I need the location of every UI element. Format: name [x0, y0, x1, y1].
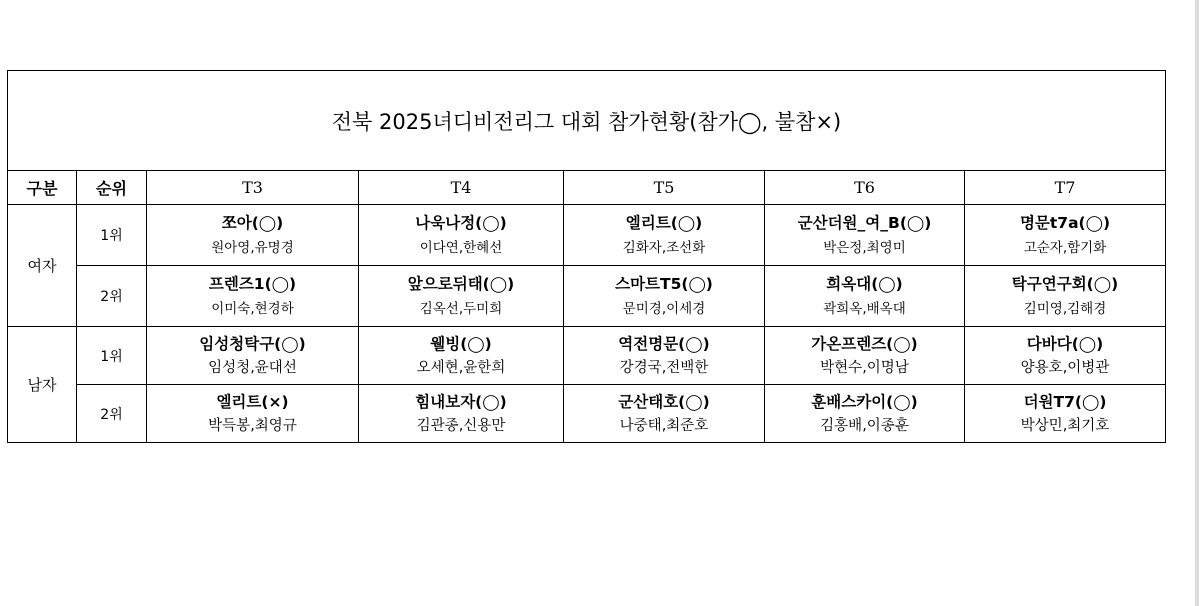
- team-cell: [965, 266, 1166, 327]
- team-members: 오세현,윤한희: [416, 360, 506, 376]
- rank-label: 1위: [77, 327, 147, 385]
- team-name: 힘내보자(◯): [415, 393, 507, 411]
- team-name: 탁구연구회(◯): [1011, 275, 1119, 293]
- window-edge: [1195, 0, 1199, 606]
- team-members: 박상민,최기호: [1020, 418, 1110, 434]
- team-cell: [965, 385, 1166, 443]
- team-cell: [147, 266, 359, 327]
- team-name: 엘리트(◯): [625, 214, 703, 232]
- team-name: 역전명문(◯): [618, 335, 710, 353]
- team-members: 원아영,유명경: [211, 240, 294, 256]
- team-name: 군산태호(◯): [618, 393, 710, 411]
- team-name: 엘리트(×): [216, 393, 289, 411]
- team-cell: [359, 385, 564, 443]
- rank-label: 2위: [77, 385, 147, 443]
- team-cell: [765, 205, 965, 266]
- team-name: 나욱나정(◯): [415, 214, 507, 232]
- team-members: 양용호,이병관: [1020, 360, 1110, 376]
- header-group: 구분: [8, 171, 77, 205]
- rank-label: 2위: [77, 266, 147, 327]
- group-label-men: 남자: [8, 327, 77, 443]
- team-cell: [564, 266, 765, 327]
- header-rank: 순위: [77, 171, 147, 205]
- team-name: 훈배스카이(◯): [811, 393, 918, 411]
- team-name: 쪼아(◯): [221, 214, 284, 232]
- table-row: [8, 385, 1166, 443]
- team-name: 가온프렌즈(◯): [811, 335, 918, 353]
- team-cell: [564, 327, 765, 385]
- header-tier-t7: T7: [965, 171, 1166, 205]
- team-members: 박현수,이명남: [820, 360, 909, 376]
- team-name: 명문t7a(◯): [1019, 214, 1111, 232]
- team-members: 강경국,전백한: [619, 360, 709, 376]
- team-members: 박득봉,최영규: [208, 418, 297, 434]
- header-tier-t4: T4: [359, 171, 564, 205]
- team-cell: [147, 385, 359, 443]
- team-members: 나중태,최준호: [619, 418, 709, 434]
- team-members: 김옥선,두미희: [419, 301, 503, 317]
- team-members: 이미숙,현경하: [211, 301, 294, 317]
- table-row: [8, 266, 1166, 327]
- team-cell: [765, 327, 965, 385]
- header-tier-t3: T3: [147, 171, 359, 205]
- rank-label: 1위: [77, 205, 147, 266]
- table-row: [8, 205, 1166, 266]
- team-members: 고순자,함기화: [1023, 240, 1107, 256]
- team-cell: [359, 205, 564, 266]
- team-cell: [359, 327, 564, 385]
- team-cell: [965, 327, 1166, 385]
- team-members: 김화자,조선화: [622, 240, 706, 256]
- team-name: 앞으로뒤태(◯): [407, 275, 515, 293]
- team-name: 임성청탁구(◯): [199, 335, 306, 353]
- team-name: 스마트T5(◯): [615, 275, 713, 293]
- header-tier-t6: T6: [765, 171, 965, 205]
- team-cell: [765, 385, 965, 443]
- team-members: 임성청,윤대선: [208, 360, 297, 376]
- team-cell: [359, 266, 564, 327]
- team-cell: [147, 327, 359, 385]
- team-cell: [965, 205, 1166, 266]
- team-members: 곽희옥,배옥대: [823, 301, 906, 317]
- header-row: [8, 171, 1166, 205]
- team-members: 박은정,최영미: [823, 240, 906, 256]
- team-cell: [147, 205, 359, 266]
- team-cell: [564, 205, 765, 266]
- team-cell: [564, 385, 765, 443]
- table-row: [8, 327, 1166, 385]
- team-members: 김홍배,이종훈: [820, 418, 909, 434]
- table-title: 전북 2025녀디비전리그 대회 참가현황(참가◯, 불참×): [8, 71, 1166, 171]
- team-name: 희옥대(◯): [826, 275, 903, 293]
- team-name: 더원T7(◯): [1023, 393, 1107, 411]
- team-name: 웰빙(◯): [430, 335, 492, 353]
- group-label-women: 여자: [8, 205, 77, 327]
- team-name: 다바다(◯): [1026, 335, 1104, 353]
- team-name: 군산더원_여_B(◯): [797, 214, 932, 232]
- team-members: 김미영,김해경: [1023, 301, 1107, 317]
- team-members: 문미경,이세경: [622, 301, 706, 317]
- team-members: 이다연,한혜선: [419, 240, 503, 256]
- header-tier-t5: T5: [564, 171, 765, 205]
- participation-table: [7, 70, 1166, 443]
- team-name: 프렌즈1(◯): [208, 275, 297, 293]
- team-cell: [765, 266, 965, 327]
- team-members: 김관종,신용만: [416, 418, 506, 434]
